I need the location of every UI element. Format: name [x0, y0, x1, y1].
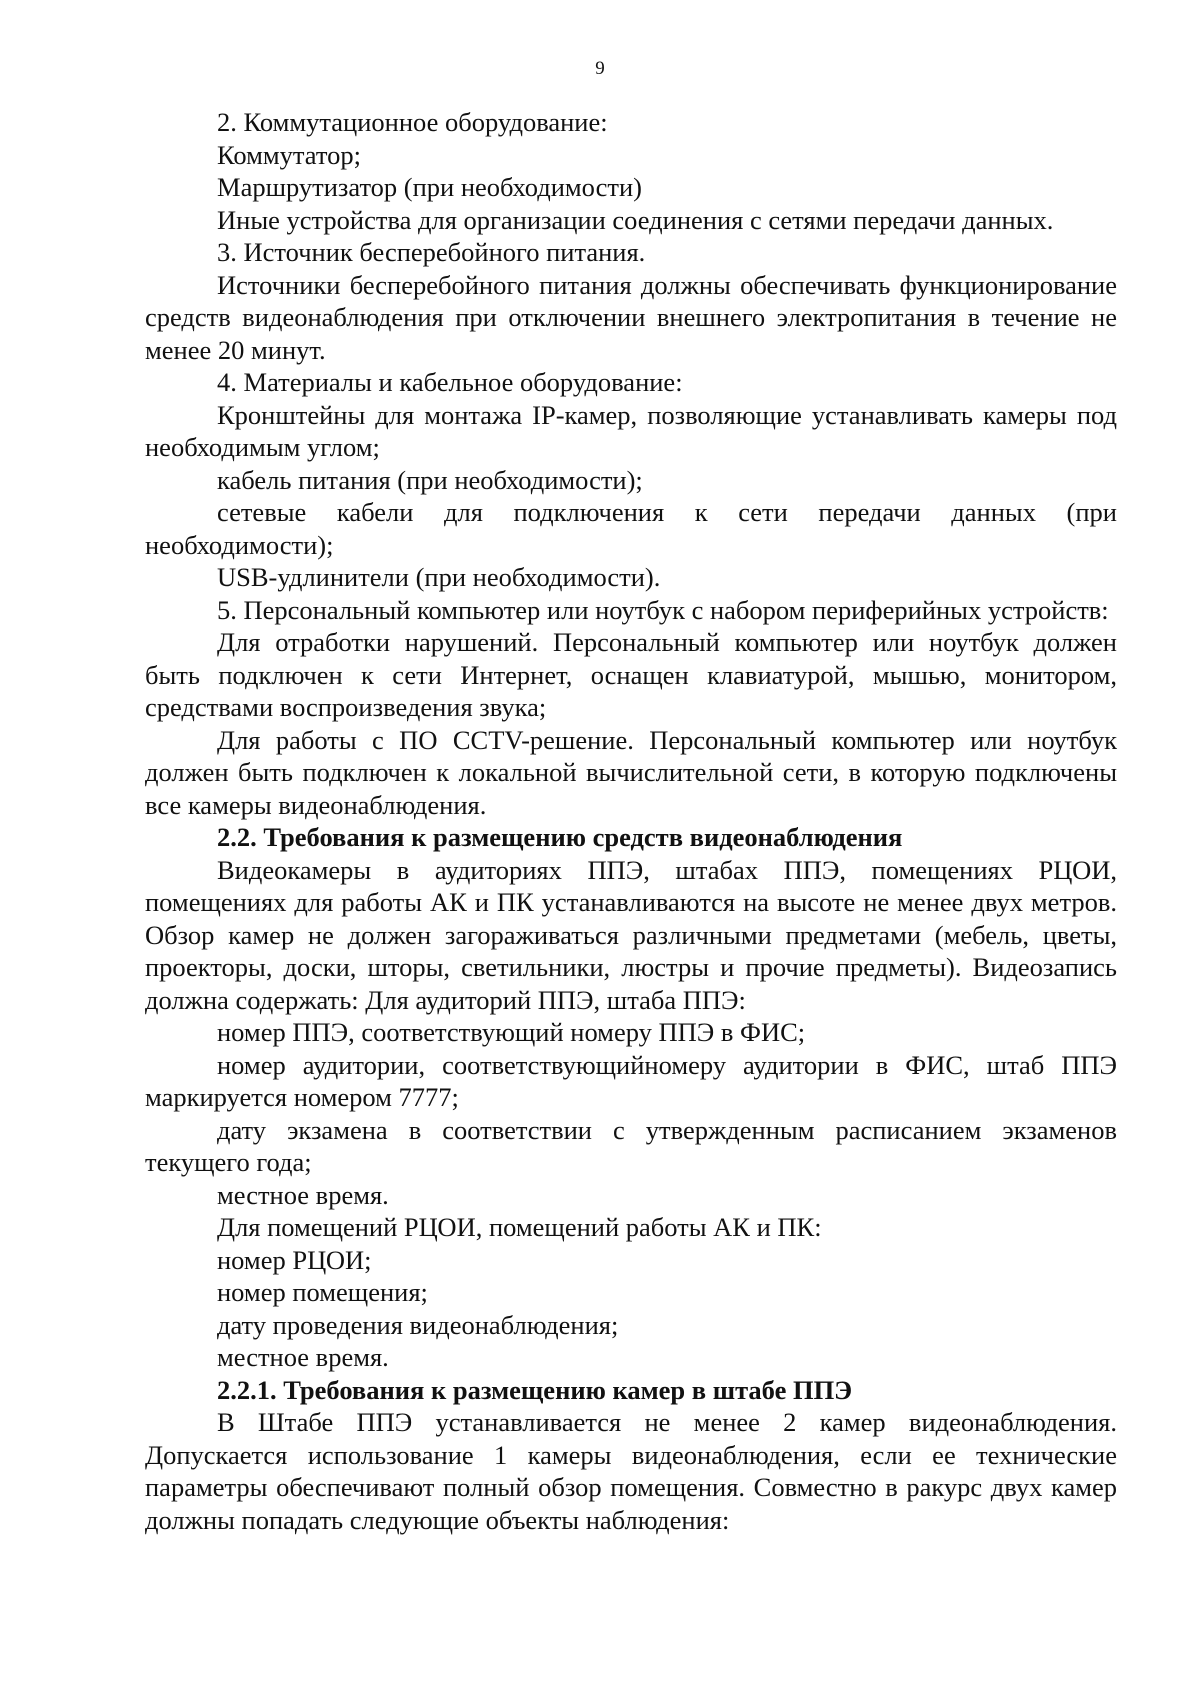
paragraph: дату проведения видеонаблюдения;	[217, 1309, 619, 1340]
paragraph: 2. Коммутационное оборудование:	[217, 107, 608, 137]
paragraph: сетевые кабели для подключения к сети передачи данных (при необходимости);	[145, 497, 1117, 560]
paragraph: 4. Материалы и кабельное оборудование:	[217, 367, 683, 397]
paragraph: Видеокамеры в аудиториях ППЭ, штабах ППЭ, помещениях РЦОИ, помещениях для работы АК и ПК устанавливаются на высоте не менее двух метров. Обзор камер не должен загораживаться различными предметами (мебель, цветы, проекторы, доски, шторы, светильники, люстры и прочие предметы). Видеозапись должна содержать: Для аудиторий ППЭ, штаба ППЭ:	[145, 854, 1117, 1015]
paragraph: Маршрутизатор (при необходимости)	[217, 172, 642, 202]
paragraph: Для отработки нарушений. Персональный компьютер или ноутбук должен быть подключен к сети Интернет, оснащен клавиатурой, мышью, монитором, средствами воспроизведения звука;	[145, 627, 1117, 722]
paragraph: Для работы с ПО CCTV-решение. Персональный компьютер или ноутбук должен быть подключен к локальной вычислительной сети, в которую подключены все камеры видеонаблюдения.	[145, 724, 1117, 820]
paragraph: 3. Источник бесперебойного питания.	[217, 237, 646, 267]
paragraph: Для помещений РЦОИ, помещений работы АК и ПК:	[217, 1212, 822, 1242]
paragraph: номер аудитории, соответствующийномеру аудитории в ФИС, штаб ППЭ маркируется номером 7777;	[145, 1049, 1117, 1112]
paragraph: местное время.	[217, 1179, 389, 1210]
paragraph: номер РЦОИ;	[217, 1244, 372, 1275]
paragraph: USB-удлинители (при необходимости).	[217, 562, 661, 592]
paragraph: местное время.	[217, 1342, 389, 1372]
section-heading: 2.2. Требования к размещению средств видеонаблюдения	[217, 822, 903, 852]
paragraph: номер помещения;	[217, 1277, 428, 1307]
paragraph: номер ППЭ, соответствующий номеру ППЭ в ФИС;	[217, 1017, 806, 1047]
paragraph: Источники бесперебойного питания должны обеспечивать функционирование средств видеонаблюдения при отключении внешнего электропитания в течение не менее 20 минут.	[145, 269, 1117, 365]
paragraph: дату экзамена в соответствии с утвержденным расписанием экзаменов текущего года;	[145, 1114, 1117, 1177]
paragraph: Коммутатор;	[217, 139, 361, 170]
paragraph: В Штабе ППЭ устанавливается не менее 2 камер видеонаблюдения. Допускается использование 1 камеры видеонаблюдения, если ее технические параметры обеспечивают полный обзор помещения. Совместно в ракурс двух камер должны попадать следующие объекты наблюдения:	[145, 1407, 1117, 1535]
page-number: 9	[595, 58, 605, 79]
document-body	[145, 106, 1117, 1536]
paragraph: Кронштейны для монтажа IP-камер, позволяющие устанавливать камеры под необходимым углом;	[145, 399, 1117, 462]
paragraph: кабель питания (при необходимости);	[217, 464, 643, 495]
paragraph: 5. Персональный компьютер или ноутбук с набором периферийных устройств:	[217, 594, 1109, 625]
paragraph: Иные устройства для организации соединения с сетями передачи данных.	[217, 204, 1054, 235]
section-heading: 2.2.1. Требования к размещению камер в штабе ППЭ	[217, 1374, 853, 1405]
